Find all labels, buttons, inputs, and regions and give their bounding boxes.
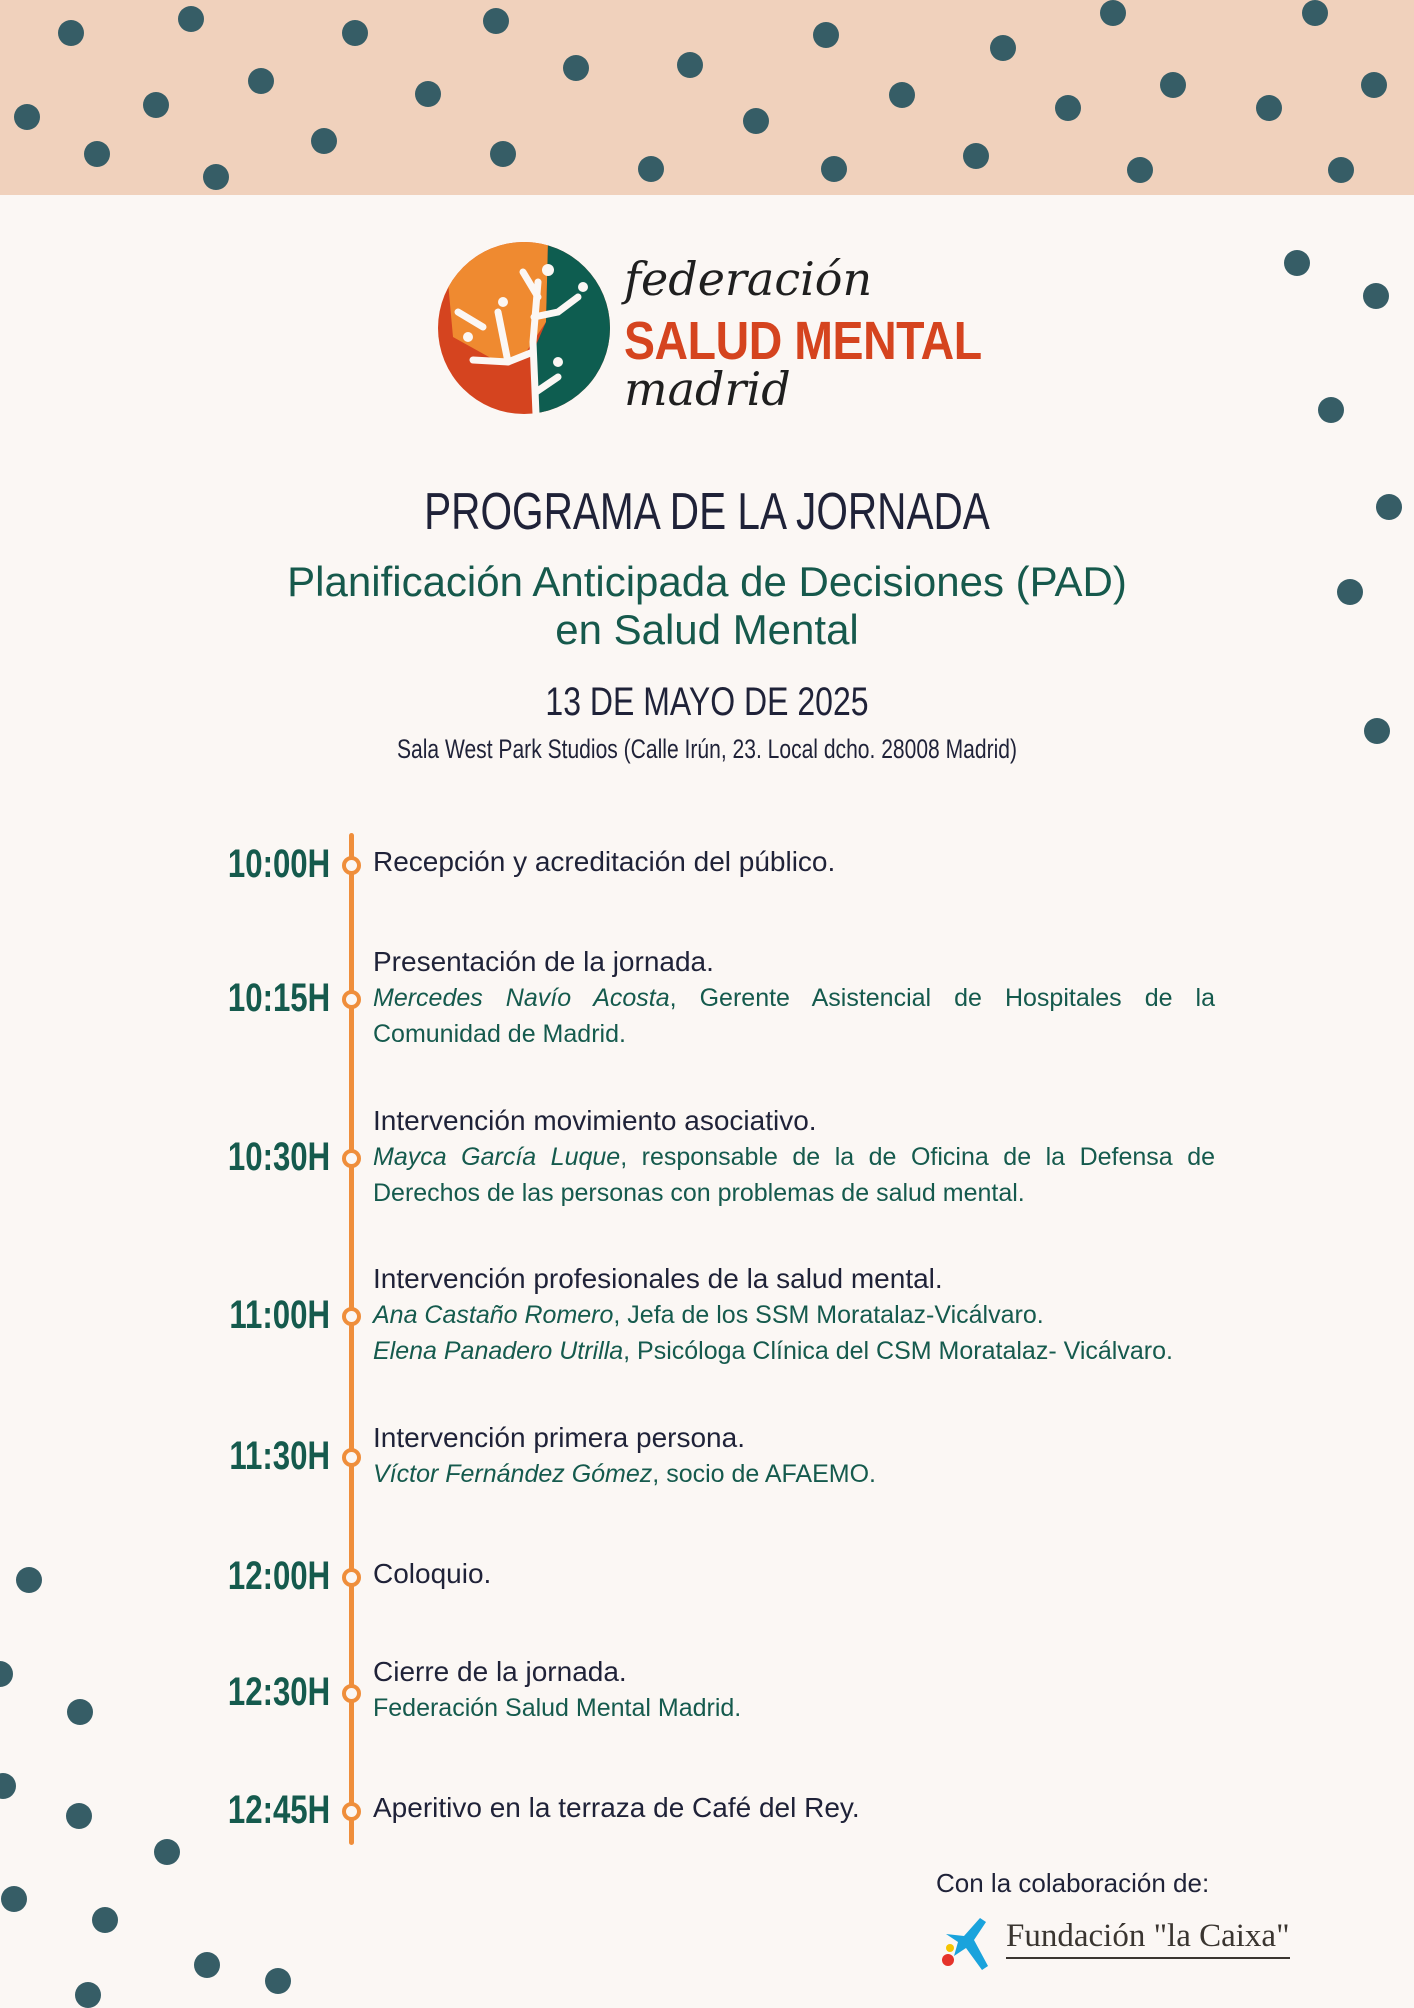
decorative-dot	[1302, 0, 1328, 26]
schedule-detail	[373, 980, 1215, 1052]
collaboration-label: Con la colaboración de:	[936, 1868, 1210, 1898]
schedule-title: Presentación de la jornada.	[373, 946, 714, 977]
subtitle-line-1: Planificación Anticipada de Decisiones (PAD)	[287, 558, 1127, 605]
decorative-dot	[248, 68, 274, 94]
decorative-dot	[92, 1907, 118, 1933]
timeline-node-icon	[342, 1307, 361, 1326]
decorative-dot	[342, 20, 368, 46]
schedule-detail	[373, 1297, 1215, 1333]
timeline-node-icon	[342, 1448, 361, 1467]
schedule-time: 11:00H	[229, 1293, 330, 1337]
decorative-dot	[203, 164, 229, 190]
timeline-node-icon	[342, 856, 361, 875]
speaker-name: Elena Panadero Utrilla	[373, 1337, 624, 1365]
decorative-dot	[67, 1699, 93, 1725]
schedule-title: Intervención movimiento asociativo.	[373, 1105, 817, 1136]
schedule-time: 12:45H	[227, 1788, 330, 1832]
speaker-role: , Psicóloga Clínica del CSM Moratalaz- Vicálvaro.	[623, 1337, 1173, 1365]
schedule-detail	[373, 1139, 1215, 1211]
schedule-title: Cierre de la jornada.	[373, 1656, 627, 1687]
decorative-dot	[490, 141, 516, 167]
event-venue: Sala West Park Studios (Calle Irún, 23. Local dcho. 28008 Madrid)	[396, 734, 1018, 764]
subtitle-line-2: en Salud Mental	[555, 606, 859, 653]
schedule-title: Coloquio.	[373, 1558, 492, 1589]
federacion-logo	[438, 240, 998, 420]
schedule-time: 10:15H	[227, 976, 330, 1020]
decorative-dot	[483, 8, 509, 34]
decorative-dot	[677, 52, 703, 78]
schedule-title: Intervención profesionales de la salud mental.	[373, 1263, 943, 1294]
speaker-name: Ana Castaño Romero	[373, 1301, 614, 1329]
schedule-time: 12:00H	[227, 1554, 330, 1598]
decorative-dot	[1284, 250, 1310, 276]
decorative-dot	[178, 6, 204, 32]
timeline-node-icon	[342, 1684, 361, 1703]
decorative-dot	[1127, 157, 1153, 183]
speaker-name: Mayca García Luque	[373, 1143, 621, 1171]
decorative-dot	[0, 1773, 16, 1799]
decorative-dot	[84, 141, 110, 167]
speaker-name: Víctor Fernández Gómez	[373, 1460, 653, 1488]
decorative-dot	[58, 20, 84, 46]
sponsor-name: Fundación "la Caixa"	[1006, 1918, 1290, 1959]
decorative-dot	[963, 143, 989, 169]
decorative-dot	[743, 108, 769, 134]
schedule-detail	[373, 1456, 1215, 1492]
decorative-dot	[14, 104, 40, 130]
schedule-title: Intervención primera persona.	[373, 1422, 745, 1453]
logo-text-madrid: madrid	[624, 362, 791, 416]
decorative-dot	[0, 1661, 13, 1687]
decorative-dot	[1318, 397, 1344, 423]
decorative-dot	[889, 82, 915, 108]
timeline-node-icon	[342, 1568, 361, 1587]
schedule-time: 12:30H	[227, 1670, 330, 1714]
decorative-dot	[563, 55, 589, 81]
decorative-dot	[66, 1803, 92, 1829]
decorative-dot	[1363, 283, 1389, 309]
decorative-dot	[990, 35, 1016, 61]
decorative-dot	[1100, 0, 1126, 26]
schedule-detail: Federación Salud Mental Madrid.	[373, 1694, 742, 1722]
decorative-dot	[16, 1567, 42, 1593]
decorative-dot	[1055, 95, 1081, 121]
decorative-dot	[813, 22, 839, 48]
decorative-dot	[1256, 95, 1282, 121]
tree-logo-icon	[438, 242, 610, 414]
speaker-role: , Jefa de los SSM Moratalaz-Vicálvaro.	[613, 1301, 1044, 1329]
decorative-dot	[415, 81, 441, 107]
decorative-dot	[1364, 718, 1390, 744]
decorative-dot	[154, 1839, 180, 1865]
decorative-dot	[1160, 72, 1186, 98]
speaker-role: , socio de AFAEMO.	[652, 1460, 877, 1488]
timeline-node-icon	[342, 1149, 361, 1168]
schedule-detail	[373, 1333, 1215, 1369]
decorative-dot	[311, 128, 337, 154]
decorative-dot	[1, 1886, 27, 1912]
decorative-top-band	[0, 0, 1414, 195]
schedule-time: 10:00H	[227, 842, 330, 886]
la-caixa-star-icon	[938, 1916, 998, 1972]
schedule-time: 11:30H	[229, 1434, 330, 1478]
logo-text-federacion: federación	[624, 252, 873, 306]
speaker-role: , Gerente Asistencial de Hospitales de la Comunidad de Madrid.	[373, 984, 1215, 1048]
decorative-dot	[638, 156, 664, 182]
event-date: 13 DE MAYO DE 2025	[545, 680, 869, 724]
speaker-role: , responsable de la de Oficina de la Defensa de Derechos de las personas con problemas de salud mental.	[373, 1143, 1215, 1207]
decorative-dot	[265, 1968, 291, 1994]
decorative-dot	[1361, 72, 1387, 98]
schedule-time: 10:30H	[227, 1135, 330, 1179]
event-subtitle	[0, 558, 1414, 654]
schedule-title: Recepción y acreditación del público.	[373, 846, 836, 877]
timeline-node-icon	[342, 990, 361, 1009]
page-title: PROGRAMA DE LA JORNADA	[424, 483, 990, 541]
speaker-name: Mercedes Navío Acosta	[373, 984, 670, 1012]
decorative-dot	[75, 1982, 101, 2008]
decorative-dot	[1376, 494, 1402, 520]
decorative-dot	[1328, 157, 1354, 183]
decorative-dot	[821, 156, 847, 182]
timeline-node-icon	[342, 1802, 361, 1821]
schedule-title: Aperitivo en la terraza de Café del Rey.	[373, 1792, 860, 1823]
logo-text-salud-mental: SALUD MENTAL	[624, 311, 982, 371]
decorative-dot	[194, 1952, 220, 1978]
decorative-dot	[143, 92, 169, 118]
